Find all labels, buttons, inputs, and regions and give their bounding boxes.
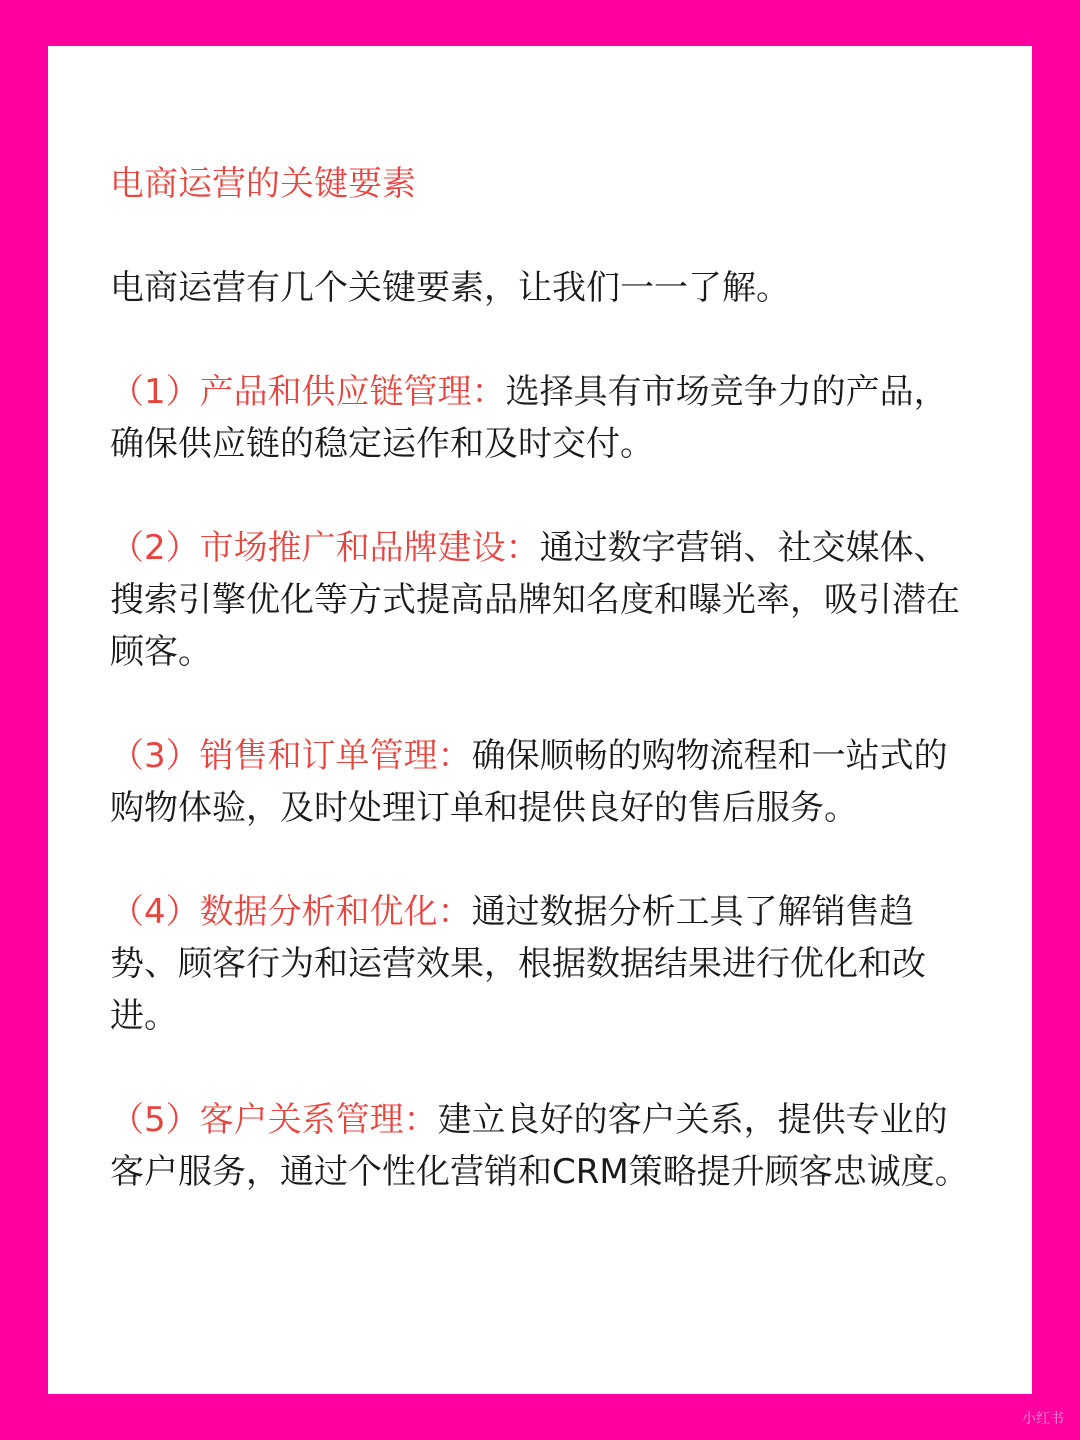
watermark-logo: 小红书 bbox=[1022, 1411, 1064, 1427]
item-text: 建立良好的客户关系，提供专业的客户服务，通过个性化营销和CRM策略提升顾客忠诚度。 bbox=[110, 1100, 969, 1192]
item-heading: （5）客户关系管理： bbox=[110, 1100, 438, 1140]
item-heading: （1）产品和供应链管理： bbox=[110, 372, 506, 412]
intro-paragraph: 电商运营有几个关键要素，让我们一一了解。 bbox=[110, 268, 790, 308]
item-text: 通过数据分析工具了解销售趋势、顾客行为和运营效果，根据数据结果进行优化和改进。 bbox=[110, 892, 926, 1036]
article-body bbox=[110, 158, 970, 1198]
list-item-5 bbox=[110, 1094, 970, 1198]
item-heading: （4）数据分析和优化： bbox=[110, 892, 472, 932]
content-card bbox=[48, 46, 1032, 1394]
list-item-4 bbox=[110, 886, 970, 1042]
item-text: 通过数字营销、社交媒体、搜索引擎优化等方式提高品牌知名度和曝光率，吸引潜在顾客。 bbox=[110, 528, 960, 672]
item-heading: （3）销售和订单管理： bbox=[110, 736, 472, 776]
item-text: 确保顺畅的购物流程和一站式的购物体验，及时处理订单和提供良好的售后服务。 bbox=[110, 736, 948, 828]
item-heading: （2）市场推广和品牌建设： bbox=[110, 528, 540, 568]
item-text: 选择具有市场竞争力的产品，确保供应链的稳定运作和及时交付。 bbox=[110, 372, 948, 464]
article-title: 电商运营的关键要素 bbox=[110, 164, 416, 204]
list-item-3 bbox=[110, 730, 970, 834]
list-item-1 bbox=[110, 366, 970, 470]
list-item-2 bbox=[110, 522, 970, 678]
